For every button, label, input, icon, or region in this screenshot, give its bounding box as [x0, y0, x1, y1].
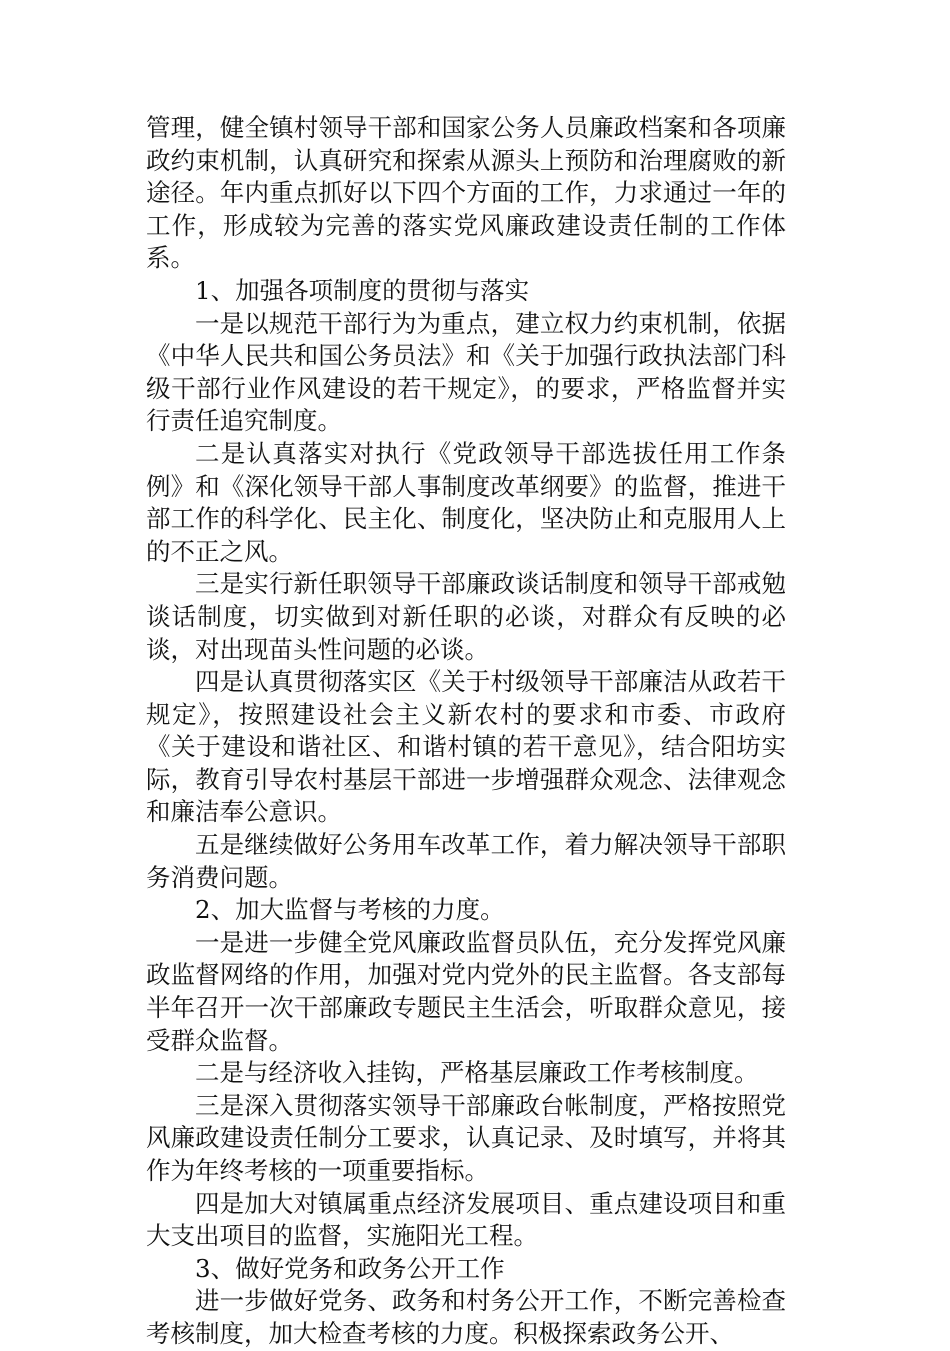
document-page	[146, 112, 786, 1351]
paragraph-2-item-2: 二是与经济收入挂钩，严格基层廉政工作考核制度。	[195, 1058, 759, 1088]
paragraph-intro-continued: 管理，健全镇村领导干部和国家公务人员廉政档案和各项廉政约束机制，认真研究和探索从源头上预防和治理腐败的新途径。年内重点抓好以下四个方面的工作，力求通过一年的工作，形成较为完善的落实党风廉政建设责任制的工作体系。	[146, 113, 786, 273]
paragraph-1-item-3: 三是实行新任职领导干部廉政谈话制度和领导干部戒勉谈话制度，切实做到对新任职的必谈，对群众有反映的必谈，对出现苗头性问题的必谈。	[146, 569, 786, 664]
heading-section-1: 1、加强各项制度的贯彻与落实	[195, 275, 530, 305]
paragraph-2-item-1: 一是进一步健全党风廉政监督员队伍，充分发挥党风廉政监督网络的作用，加强对党内党外的民主监督。各支部每半年召开一次干部廉政专题民主生活会，听取群众意见，接受群众监督。	[146, 927, 786, 1055]
paragraph-1-item-4: 四是认真贯彻落实区《关于村级领导干部廉洁从政若干规定》，按照建设社会主义新农村的要求和市委、市政府《关于建设和谐社区、和谐村镇的若干意见》，结合阳坊实际，教育引导农村基层干部进一步增强群众观念、法律观念和廉洁奉公意识。	[146, 667, 786, 827]
paragraph-1-item-5: 五是继续做好公务用车改革工作，着力解决领导干部职务消费问题。	[146, 830, 786, 892]
paragraph-1-item-2: 二是认真落实对执行《党政领导干部选拔任用工作条例》和《深化领导干部人事制度改革纲要》的监督，推进干部工作的科学化、民主化、制度化，坚决防止和克服用人上的不正之风。	[146, 438, 786, 566]
paragraph-1-item-1: 一是以规范干部行为为重点，建立权力约束机制，依据《中华人民共和国公务员法》和《关于加强行政执法部门科级干部行业作风建设的若干规定》，的要求，严格监督并实行责任追究制度。	[146, 308, 786, 436]
paragraph-2-item-3: 三是深入贯彻落实领导干部廉政台帐制度，严格按照党风廉政建设责任制分工要求，认真记录、及时填写，并将其作为年终考核的一项重要指标。	[146, 1090, 786, 1185]
paragraph-2-item-4: 四是加大对镇属重点经济发展项目、重点建设项目和重大支出项目的监督，实施阳光工程。	[146, 1188, 786, 1251]
heading-section-2: 2、加大监督与考核的力度。	[195, 895, 505, 925]
paragraph-3-item-1: 进一步做好党务、政务和村务公开工作，不断完善检查考核制度，加大检查考核的力度。积极探索政务公开、	[146, 1286, 786, 1348]
heading-section-3: 3、做好党务和政务公开工作	[195, 1253, 505, 1283]
